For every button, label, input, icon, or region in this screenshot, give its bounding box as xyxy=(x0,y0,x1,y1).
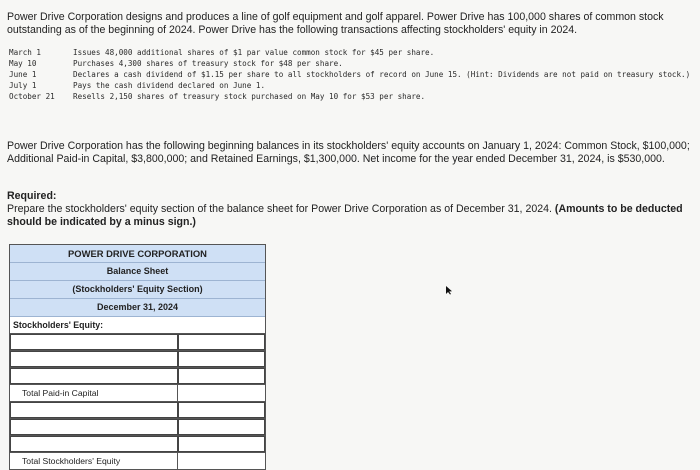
total-paid-in-amount[interactable] xyxy=(178,385,265,401)
total-paid-in-row xyxy=(10,385,265,402)
total-equity-amount[interactable] xyxy=(178,453,265,469)
sheet-title: Balance Sheet xyxy=(10,263,265,281)
transaction-date: May 10 xyxy=(9,59,37,68)
amount-input[interactable] xyxy=(178,368,265,384)
transaction-text: Purchases 4,300 shares of treasury stock for $48 per share. xyxy=(73,59,343,68)
intro-paragraph: Power Drive Corporation designs and produces a line of golf equipment and golf apparel. Power Drive has 100,000 shares of common stock outstanding as of the beginning of 2024. Power Drive has the following transactions affecting stockholders' equity in 2024. xyxy=(7,11,664,36)
transaction-row xyxy=(9,47,699,58)
transaction-text: Issues 48,000 additional shares of $1 par value common stock for $45 per share. xyxy=(73,48,435,57)
account-input[interactable] xyxy=(10,436,178,452)
transaction-date: June 1 xyxy=(9,70,37,79)
transaction-row xyxy=(9,69,699,80)
transactions-list xyxy=(9,47,699,102)
transaction-row xyxy=(9,91,699,102)
required-instructions xyxy=(7,203,695,229)
balance-sheet-table xyxy=(9,244,266,470)
amount-input[interactable] xyxy=(178,402,265,418)
total-equity-label: Total Stockholders' Equity xyxy=(10,453,178,469)
total-equity-row xyxy=(10,453,265,469)
transaction-date: March 1 xyxy=(9,48,42,57)
sheet-date: December 31, 2024 xyxy=(10,299,265,317)
required-label: Required: xyxy=(7,190,57,202)
sheet-section: (Stockholders' Equity Section) xyxy=(10,281,265,299)
transaction-date: October 21 xyxy=(9,92,55,101)
table-row xyxy=(10,334,265,351)
amount-input[interactable] xyxy=(178,351,265,367)
table-row xyxy=(10,351,265,368)
company-name: POWER DRIVE CORPORATION xyxy=(10,245,265,263)
amount-input[interactable] xyxy=(178,436,265,452)
transaction-row xyxy=(9,80,699,91)
required-text: Prepare the stockholders' equity section of the balance sheet for Power Drive Corporation as of December 31, 2024. xyxy=(7,203,552,215)
account-input[interactable] xyxy=(10,402,178,418)
table-row xyxy=(10,436,265,453)
mouse-cursor-icon xyxy=(445,285,453,295)
transaction-date: July 1 xyxy=(9,81,37,90)
account-input[interactable] xyxy=(10,419,178,435)
beginning-balances-paragraph: Power Drive Corporation has the following beginning balances in its stockholders' equity accounts on January 1, 2024: Common Stock, $100,000; Additional Paid-in Capital, $3,800,000; and Retained Earnings, $1,300,000. Net income for the year ended December 31, 2024, is $530,000. xyxy=(7,140,690,165)
total-paid-in-label: Total Paid-in Capital xyxy=(10,385,178,401)
table-row xyxy=(10,419,265,436)
account-input[interactable] xyxy=(10,351,178,367)
table-row xyxy=(10,402,265,419)
account-input[interactable] xyxy=(10,334,178,350)
amount-input[interactable] xyxy=(178,419,265,435)
equity-section-label: Stockholders' Equity: xyxy=(13,320,104,330)
account-input[interactable] xyxy=(10,368,178,384)
transaction-text: Pays the cash dividend declared on June 1. xyxy=(73,81,266,90)
table-row xyxy=(10,368,265,385)
amount-input[interactable] xyxy=(178,334,265,350)
required-note: (Amounts to be deducted should be indicated by a minus sign.) xyxy=(7,203,683,228)
equity-section-row xyxy=(10,317,265,334)
transaction-text: Declares a cash dividend of $1.15 per share to all stockholders of record on June 15. (Hint: Dividends are not paid on treasury stock.) xyxy=(73,70,691,79)
transaction-row xyxy=(9,58,699,69)
transaction-text: Resells 2,150 shares of treasury stock purchased on May 10 for $53 per share. xyxy=(73,92,426,101)
